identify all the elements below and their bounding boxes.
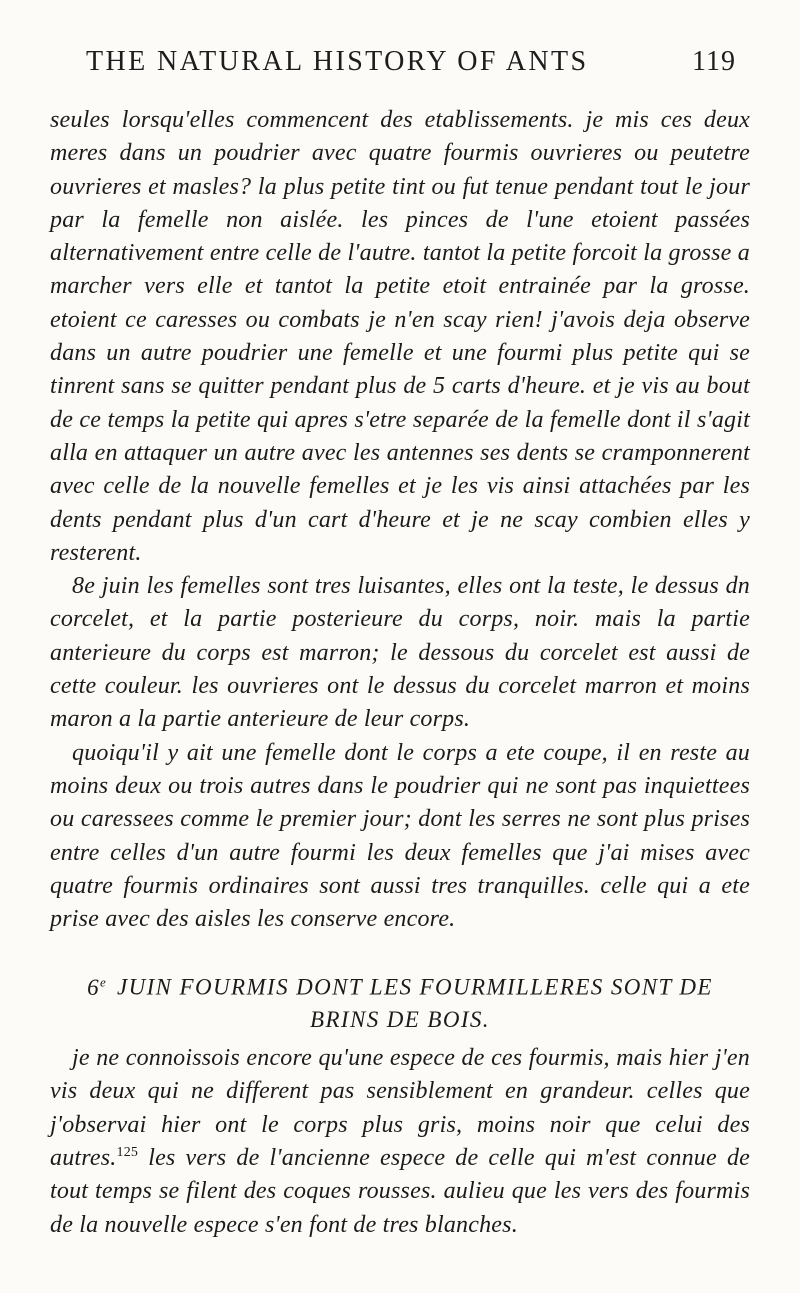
page-body [50,104,750,1242]
page-number: 119 [692,46,736,77]
paragraph-4-part-1: je ne connoissois encore qu'une espece de ces fourmis, mais hier j'en vis deux qui ne different pas sensiblement en grandeur. celles que j'observai hier ont le corps plus gris, moins noir que celui des autres. [50,1045,750,1171]
heading-date-number: 6 [87,975,101,1001]
heading-date [87,975,106,1000]
footnote-reference[interactable]: 125 [116,1144,139,1160]
paragraph-4-part-2: les vers de l'ancienne espece de celle qui m'est connue de tout temps se filent des coques rousses. aulieu que les vers des fourmis de la nouvelle espece s'en font de tres blanches. [50,1144,750,1238]
paragraph-2: 8e juin les femelles sont tres luisantes, elles ont la teste, le dessus dn corcelet, et la partie posterieure du corps, noir. mais la partie anterieure du corps est marron; le dessous du corcelet est aussi de cette couleur. les ouvrieres ont le dessus du corcelet marron et moins maron a la partie anterieure de leur corps. [50,573,750,733]
running-title: THE NATURAL HISTORY OF ANTS [86,46,589,77]
paragraph-4 [50,1042,750,1242]
heading-text: JUIN FOURMIS DONT LES FOURMILLERES SONT DE BRINS DE BOIS. [116,975,713,1033]
running-header [86,46,736,86]
heading-date-suffix: e [100,974,106,990]
section-heading [50,966,750,1036]
paragraph-1: seules lorsqu'elles commencent des etablissements. je mis ces deux meres dans un poudrier avec quatre fourmis ouvrieres ou peutetre ouvrieres et masles? la plus petite tint ou fut tenue pendant tout le jour par la femelle non aislée. les pinces de l'une etoient passées alternativement entre celle de l'autre. tantot la petite forcoit la grosse a marcher vers elle et tantot la petite etoit entrainée par la grosse. etoient ce caresses ou combats je n'en scay rien! j'avois deja observe dans un autre poudrier une femelle et une fourmi plus petite qui se tinrent sans se quitter pendant plus de 5 carts d'heure. et je vis au bout de ce temps la petite qui apres s'etre separée de la femelle dont il s'agit alla en attaquer un autre avec les antennes ses dents se cramponnerent avec celle de la nouvelle femelles et je les vis ainsi attachées par les dents pendant plus d'un cart d'heure et je ne scay combien elles y resterent. [50,107,750,566]
paragraph-3: quoiqu'il y ait une femelle dont le corps a ete coupe, il en reste au moins deux ou trois autres dans le poudrier qui ne sont pas inquiettees ou caressees comme le premier jour; dont les serres ne sont plus prises entre celles d'un autre fourmi les deux femelles que j'ai mises avec quatre fourmis ordinaires sont aussi tres tranquilles. celle qui a ete prise avec des aisles les conserve encore. [50,739,750,933]
